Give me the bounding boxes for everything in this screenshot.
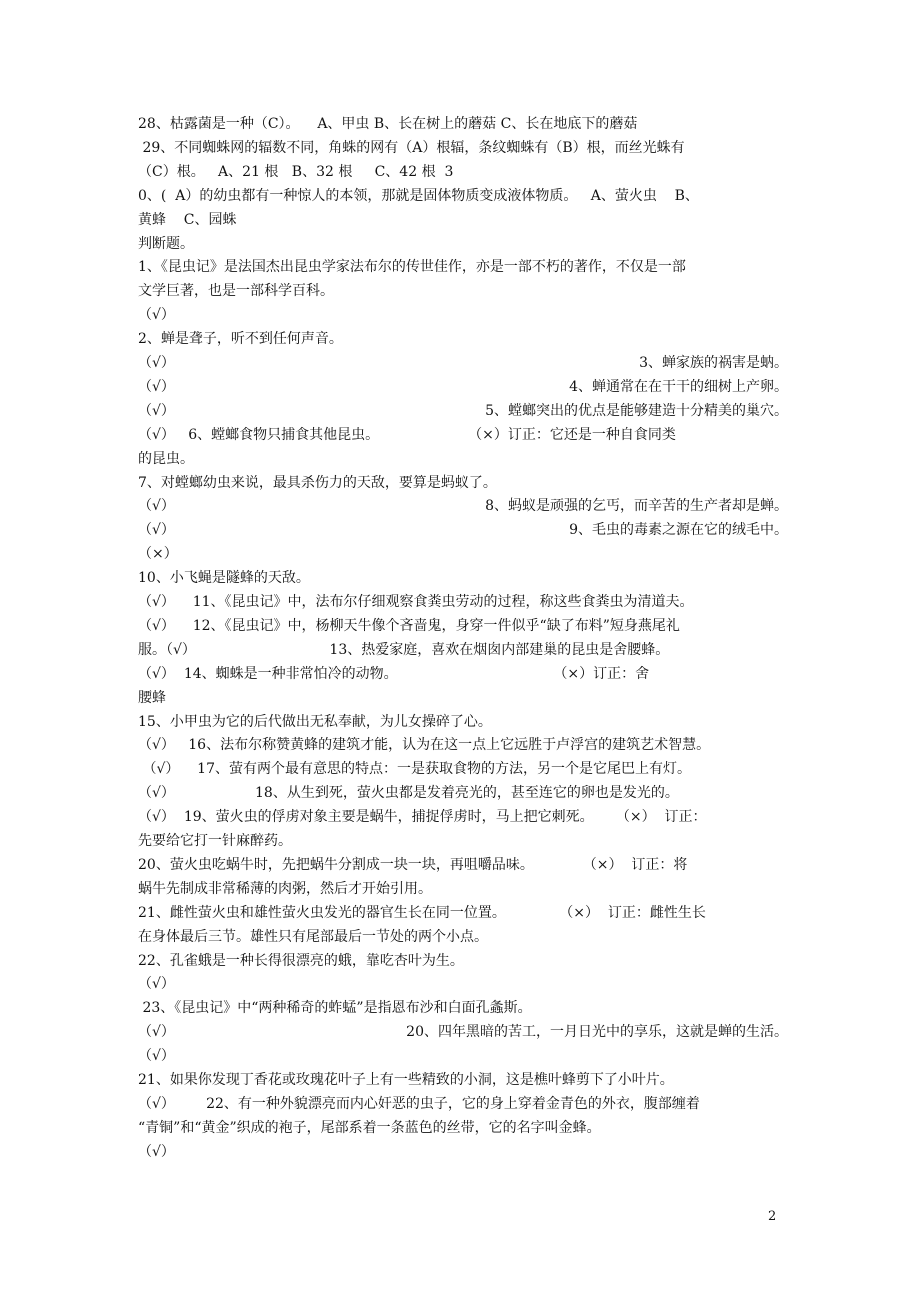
question-text: 20、四年黑暗的苦工，一月日光中的享乐，这就是蝉的生活。 bbox=[406, 1024, 788, 1041]
text-line bbox=[138, 974, 788, 994]
text-line bbox=[138, 377, 788, 397]
line-text: 21、雌性萤火虫和雄性萤火虫发光的器官生长在同一位置。 （×） 订正：雌性生长 bbox=[138, 904, 706, 921]
line-text: 先要给它打一针麻醉药。 bbox=[138, 833, 292, 849]
question-text: 5、螳螂突出的优点是能够建造十分精美的巢穴。 bbox=[485, 402, 788, 419]
line-text: （√） bbox=[138, 307, 175, 324]
text-line bbox=[138, 855, 788, 875]
text-line bbox=[138, 1118, 788, 1138]
text-line bbox=[138, 496, 788, 516]
line-text: （√） 17、萤有两个最有意思的特点：一是获取食物的方法，另一个是它尾巴上有灯。 bbox=[138, 761, 691, 778]
answer-mark: （√） bbox=[138, 522, 175, 539]
line-text: （√） 19、萤火虫的俘虏对象主要是蜗牛，捕捉俘虏时，马上把它刺死。 （×） 订正： bbox=[138, 809, 707, 826]
line-text: （√） 18、从生到死，萤火虫都是发着亮光的，甚至连它的卵也是发光的。 bbox=[138, 785, 679, 802]
line-text: 腰蜂 bbox=[138, 689, 166, 706]
line-text: （C）根。 A、21 根 B、32 根 C、42 根 3 bbox=[138, 163, 454, 180]
line-text: （√） 22、有一种外貌漂亮而内心奸恶的虫子，它的身上穿着金青色的外衣，腹部缠着 bbox=[138, 1095, 700, 1112]
line-text: （√） bbox=[138, 976, 175, 993]
line-text: 21、如果你发现丁香花或玫瑰花叶子上有一些精致的小洞，这是樵叶蜂剪下了小叶片。 bbox=[138, 1072, 674, 1088]
text-line bbox=[138, 305, 788, 325]
text-line bbox=[138, 998, 788, 1018]
line-text: 蜗牛先制成非常稀薄的肉粥，然后才开始引用。 bbox=[138, 880, 432, 897]
text-line bbox=[138, 735, 788, 755]
line-text: （√） 16、法布尔称赞黄蜂的建筑才能，认为在这一点上它远胜于卢浮宫的建筑艺术智慧。 bbox=[138, 737, 711, 754]
line-text: 0、( A）的幼虫都有一种惊人的本领，那就是固体物质变成液体物质。 A、萤火虫 B、 bbox=[138, 187, 699, 204]
text-line bbox=[138, 616, 788, 636]
line-text: 28、枯露菌是一种（C）。 A、甲虫 B、长在树上的蘑菇 C、长在地底下的蘑菇 bbox=[138, 116, 638, 132]
line-text: “青铜”和“黄金”织成的袍子，尾部系着一条蓝色的丝带，它的名字叫金蜂。 bbox=[138, 1119, 601, 1136]
line-text: 22、孔雀蛾是一种长得很漂亮的蛾，靠吃杏叶为生。 bbox=[138, 952, 464, 969]
text-line bbox=[138, 425, 788, 445]
line-text: 7、对螳螂幼虫来说，最具杀伤力的天敌，要算是蚂蚁了。 bbox=[138, 474, 497, 491]
text-line bbox=[138, 807, 788, 827]
text-line bbox=[138, 1142, 788, 1162]
text-line bbox=[138, 1046, 788, 1066]
text-line bbox=[138, 520, 788, 540]
line-text: 黄蜂 C、园蛛 bbox=[138, 211, 237, 228]
line-text: 15、小甲虫为它的后代做出无私奉献，为儿女操碎了心。 bbox=[138, 713, 492, 730]
text-line bbox=[138, 1070, 788, 1090]
text-line bbox=[138, 712, 788, 732]
line-text: （√） bbox=[138, 1143, 175, 1160]
question-text: 8、蚂蚁是顽强的乞丐，而辛苦的生产者却是蝉。 bbox=[485, 498, 788, 515]
text-line bbox=[138, 879, 788, 899]
line-text: 的昆虫。 bbox=[138, 450, 194, 467]
answer-mark: （√） bbox=[138, 378, 175, 395]
line-text: （√） 12、《昆虫记》中，杨柳天牛像个吝啬鬼，身穿一件似乎“缺了布料”短身燕尾礼 bbox=[138, 617, 680, 634]
line-text: 1、《昆虫记》是法国杰出昆虫学家法布尔的传世佳作，亦是一部不朽的著作，不仅是一部 bbox=[138, 259, 686, 276]
text-line bbox=[138, 640, 788, 660]
line-text: （√） 6、螳螂食物只捕食其他昆虫。 （×）订正：它还是一种自食同类 bbox=[138, 426, 676, 443]
answer-mark: （√） bbox=[138, 498, 175, 515]
text-line bbox=[138, 329, 788, 349]
text-line bbox=[138, 544, 788, 564]
text-line bbox=[138, 353, 788, 373]
line-text: 判断题。 bbox=[138, 235, 194, 252]
line-text: 10、小飞蝇是隧蜂的天敌。 bbox=[138, 570, 310, 587]
text-line bbox=[138, 281, 788, 301]
line-text: 23、《昆虫记》中“两种稀奇的蚱蜢”是指恩布沙和白面孔螽斯。 bbox=[138, 1000, 532, 1017]
page-number: 2 bbox=[768, 1209, 777, 1224]
line-text: 服。（√） 13、热爱家庭，喜欢在烟囱内部建巢的昆虫是舍腰蜂。 bbox=[138, 641, 670, 658]
text-line bbox=[138, 210, 788, 230]
text-line bbox=[138, 951, 788, 971]
text-line bbox=[138, 473, 788, 493]
text-line bbox=[138, 1022, 788, 1042]
text-line bbox=[138, 783, 788, 803]
text-line bbox=[138, 831, 788, 851]
text-line bbox=[138, 401, 788, 421]
line-text: （√） bbox=[138, 1048, 175, 1065]
text-line bbox=[138, 903, 788, 923]
question-text: 4、蝉通常在在干干的细树上产卵。 bbox=[569, 378, 788, 395]
text-line bbox=[138, 1094, 788, 1114]
question-text: 3、蝉家族的祸害是蚋。 bbox=[639, 355, 788, 371]
text-line bbox=[138, 114, 788, 134]
text-line bbox=[138, 162, 788, 182]
text-line bbox=[138, 449, 788, 469]
text-line bbox=[138, 138, 788, 158]
text-line bbox=[138, 234, 788, 254]
text-line bbox=[138, 568, 788, 588]
text-line bbox=[138, 592, 788, 612]
line-text: （√） 11、《昆虫记》中，法布尔仔细观察食粪虫劳动的过程，称这些食粪虫为清道夫。 bbox=[138, 594, 694, 610]
text-line bbox=[138, 688, 788, 708]
text-line bbox=[138, 927, 788, 947]
line-text: 文学巨著，也是一部科学百科。 bbox=[138, 283, 334, 300]
line-text: 在身体最后三节。雄性只有尾部最后一节处的两个小点。 bbox=[138, 928, 488, 945]
answer-mark: （√） bbox=[138, 355, 175, 371]
line-text: 20、萤火虫吃蜗牛时，先把蜗牛分割成一块一块，再咀嚼品味。 （×） 订正：将 bbox=[138, 856, 688, 873]
text-line bbox=[138, 257, 788, 277]
answer-mark: （√） bbox=[138, 402, 175, 419]
line-text: 29、不同蜘蛛网的辐数不同，角蛛的网有（A）根辐，条纹蜘蛛有（B）根，而丝光蛛有 bbox=[138, 139, 685, 156]
line-text: （√） 14、蜘蛛是一种非常怕冷的动物。 （×）订正：舍 bbox=[138, 665, 650, 682]
answer-mark: （√） bbox=[138, 1024, 175, 1041]
text-line bbox=[138, 759, 788, 779]
line-text: 2、蝉是聋子，听不到任何声音。 bbox=[138, 331, 343, 348]
text-line bbox=[138, 664, 788, 684]
question-text: 9、毛虫的毒素之源在它的绒毛中。 bbox=[569, 522, 788, 539]
text-line bbox=[138, 186, 788, 206]
line-text: （×） bbox=[138, 546, 178, 563]
